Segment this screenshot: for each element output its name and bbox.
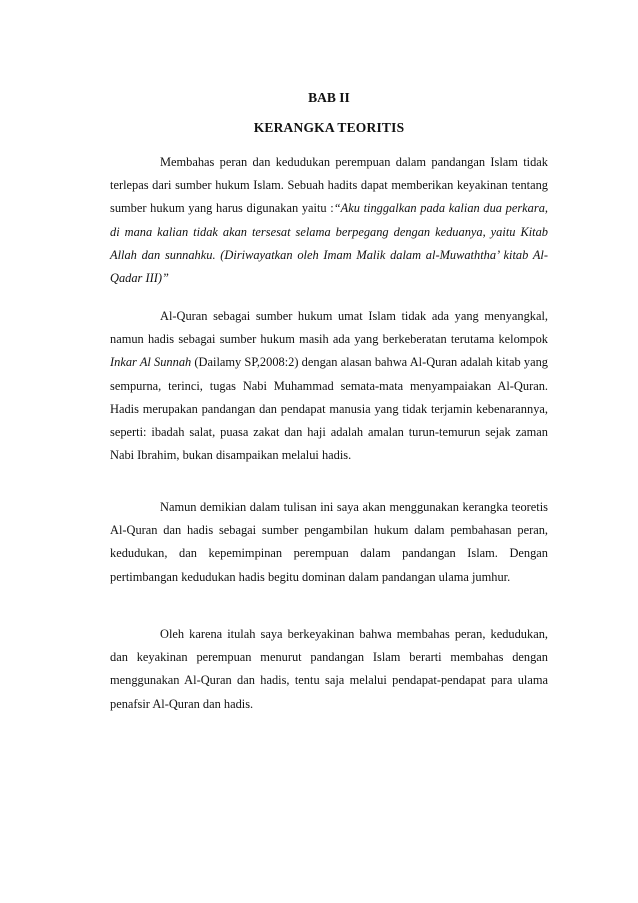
paragraph-1-lead: Membahas peran dan kedudukan perempuan dalam pandangan Islam tidak terlepas dari sumber hukum Islam. Sebuah hadits dapat memberikan keyakinan tentang sumber hukum yang harus digunakan yaitu : [110, 155, 548, 216]
hadith-quote: “Aku tinggalkan pada kalian dua perkara, di mana kalian tidak akan tersesat selama berpegang dengan keduanya, yaitu Kitab Allah dan sunnahku. (Diriwayatkan oleh Imam Malik dalam al-Muwaththa’ kitab Al-Qadar III)” [110, 201, 548, 286]
paragraph-2-part-1: Al-Quran sebagai sumber hukum umat Islam tidak ada yang menyangkal, namun hadis sebagai sumber hukum masih ada yang berkeberatan terutama kelompok [110, 309, 548, 347]
paragraph-3: Namun demikian dalam tulisan ini saya akan menggunakan kerangka teoretis Al-Quran dan hadis sebagai sumber pengambilan hukum dalam pembahasan peran, kedudukan, dan kepemimpinan perempuan dalam pandangan Islam. Dengan pertimbangan kedudukan hadis begitu dominan dalam pandangan ulama jumhur. [110, 500, 548, 584]
chapter-title: KERANGKA TEORITIS [253, 120, 405, 135]
paragraph-2 [110, 305, 548, 467]
paragraph-2-part-2: (Dailamy SP,2008:2) dengan alasan bahwa Al-Quran adalah kitab yang sempurna, terinci, tugas Nabi Muhammad semata-mata menyampaiakan Al-Quran. Hadis merupakan pandangan dan pendapat manusia yang tidak terjamin kebenarannya, seperti: ibadah salat, puasa zakat dan haji adalah amalan turun-temurun sejak zaman Nabi Ibrahim, bukan disampaikan melalui hadis. [110, 355, 548, 463]
chapter-number: BAB II [308, 90, 350, 105]
paragraph-4: Oleh karena itulah saya berkeyakinan bahwa membahas peran, kedudukan, dan keyakinan perempuan menurut pandangan Islam berarti membahas dengan menggunakan Al-Quran dan hadis, tentu saja melalui pendapat-pendapat para ulama penafsir Al-Quran dan hadis. [110, 627, 548, 711]
paragraph-1 [110, 151, 548, 290]
inkar-al-sunnah-term: Inkar Al Sunnah [110, 355, 192, 370]
